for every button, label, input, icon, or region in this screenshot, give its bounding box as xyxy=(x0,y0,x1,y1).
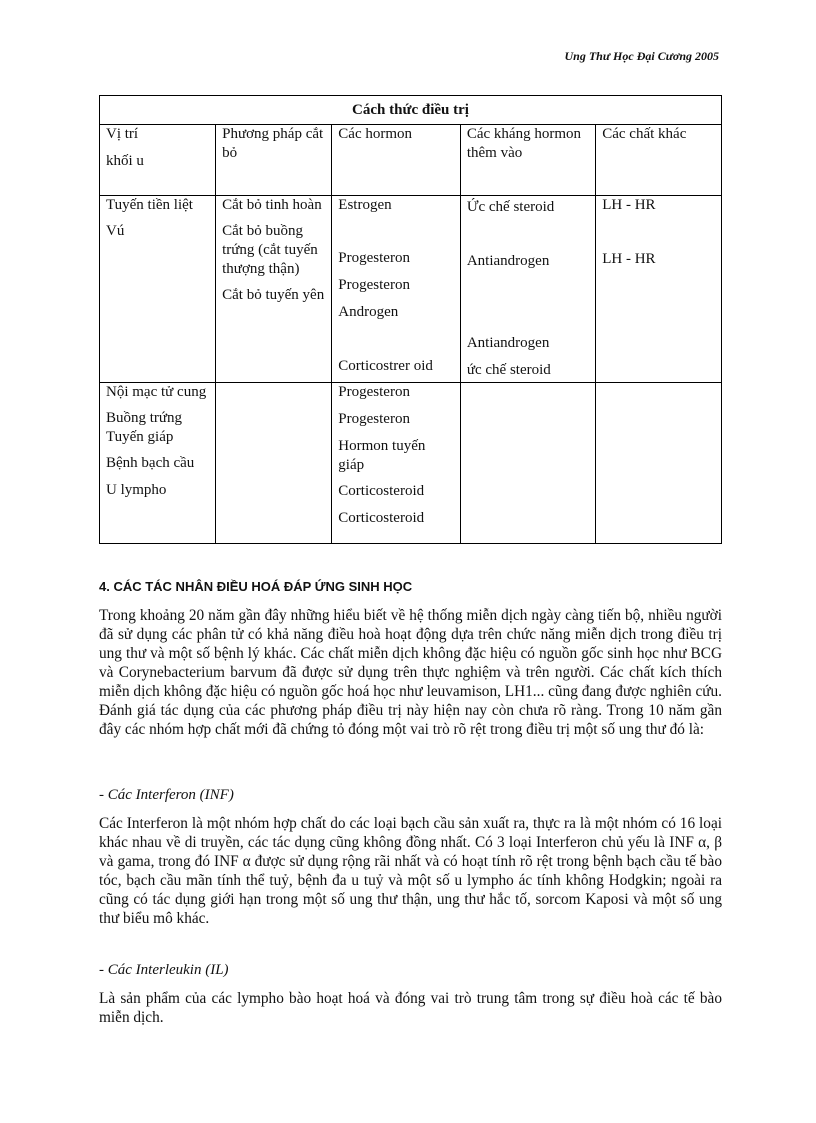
cell-site xyxy=(100,196,216,383)
hormone-item: Corticosteroid xyxy=(338,510,425,526)
header-others: Các chất khác xyxy=(596,125,722,196)
cell-removal-empty xyxy=(216,383,332,544)
cell-hormones xyxy=(332,383,461,544)
header-site xyxy=(100,125,216,196)
cell-others xyxy=(596,196,722,383)
site-item: U lympho xyxy=(106,482,167,498)
antihormone-item: Antiandrogen xyxy=(466,335,550,351)
treatment-table xyxy=(99,95,722,544)
hormone-item: Progesteron xyxy=(338,384,410,400)
other-item: LH - HR xyxy=(602,251,656,267)
hormone-item: Corticostrer oid xyxy=(338,358,433,374)
antihormone-item: ức chế steroid xyxy=(466,362,551,378)
cell-antihormones-empty xyxy=(460,383,595,544)
cell-site xyxy=(100,383,216,544)
table-row xyxy=(100,383,722,544)
hormone-item: Hormon tuyến giáp xyxy=(338,438,426,473)
paragraph-intro: Trong khoảng 20 năm gần đây những hiểu biết về hệ thống miễn dịch ngày càng tiến bộ, nhiều người đã sử dụng các phân tử có khả năng điều hoà hoạt động dựa trên chức năng miễn dịch trong điều trị ung thư và một số bệnh lý khác. Các chất miễn dịch không đặc hiệu có nguồn gốc sinh học như BCG và Corynebacterium barvum đã được sử dụng trên thực nghiệm và trên người. Các chất kích thích miễn dịch không đặc hiệu có nguồn gốc hoá học như leuvamison, LH1... cũng đang được nghiên cứu. Đánh giá tác dụng của các phương pháp điều trị này hiện nay còn chưa rõ ràng. Trong 10 năm gần đây các nhóm hợp chất mới đã chứng tỏ đóng một vai trò rõ rệt trong điều trị một số ung thư đó là: xyxy=(99,607,722,738)
paragraph-interleukin: Là sản phẩm của các lympho bào hoạt hoá và đóng vai trò trung tâm trong sự điều hoà các tế bào miễn dịch. xyxy=(99,990,722,1026)
hormone-item: Estrogen xyxy=(338,197,392,213)
table-header-row xyxy=(100,125,722,196)
table-row xyxy=(100,196,722,383)
removal-item: Cắt bỏ tinh hoàn xyxy=(222,197,322,213)
header-antihormones: Các kháng hormon thêm vào xyxy=(460,125,595,196)
hormone-item: Progesteron xyxy=(338,411,410,427)
other-item: LH - HR xyxy=(602,197,656,213)
subheading-interferon: - Các Interferon (INF) xyxy=(99,787,234,803)
removal-item: Cắt bỏ tuyến yên xyxy=(222,287,325,303)
hormone-item: Progesteron xyxy=(338,277,410,293)
site-item: Nội mạc tử cung xyxy=(106,384,207,400)
hormone-item: Progesteron xyxy=(338,250,410,266)
section-heading: 4. CÁC TÁC NHÂN ĐIỀU HOÁ ĐÁP ỨNG SINH HỌC xyxy=(99,579,413,594)
antihormone-item: Ức chế steroid xyxy=(466,199,555,215)
cell-antihormones xyxy=(460,196,595,383)
site-prostate: Tuyến tiền liệt xyxy=(106,197,193,213)
site-item: Buồng trứng Tuyến giáp xyxy=(106,410,183,445)
removal-item: Cắt bỏ buồng trứng (cắt tuyến thượng thận) xyxy=(222,223,318,277)
header-site-line2: khối u xyxy=(106,153,144,169)
header-hormones: Các hormon xyxy=(332,125,461,196)
cell-hormones xyxy=(332,196,461,383)
subheading-interleukin: - Các Interleukin (IL) xyxy=(99,962,229,978)
paragraph-interferon: Các Interferon là một nhóm hợp chất do các loại bạch cầu sản xuất ra, thực ra là một nhóm có 16 loại khác nhau về di truyền, các tác dụng cũng không đồng nhất. Có 3 loại Interferon chủ yếu là INF α, β và gama, trong đó INF α được sử dụng rộng rãi nhất và có hoạt tính rõ rệt trong bệnh bạch cầu tế bào tóc, bạch cầu mãn tính thể tuỷ, bệnh đa u tuỷ và một số u lympho ác tính không Hodgkin; ngoài ra cũng có tác dụng giới hạn trong một số ung thư thận, ung thư hắc tố, sorcom Kaposi và một số ung thư biểu mô khác. xyxy=(99,815,722,927)
header-removal: Phương pháp cắt bỏ xyxy=(216,125,332,196)
hormone-item: Corticosteroid xyxy=(338,483,425,499)
running-header: Ung Thư Học Đại Cương 2005 xyxy=(564,49,719,63)
cell-removal xyxy=(216,196,332,383)
site-breast: Vú xyxy=(106,223,125,239)
site-item: Bệnh bạch cầu xyxy=(106,455,195,471)
hormone-item: Androgen xyxy=(338,304,399,320)
antihormone-item: Antiandrogen xyxy=(466,253,550,269)
header-site-line1: Vị trí xyxy=(106,126,139,142)
table-title: Cách thức điều trị xyxy=(100,96,722,125)
cell-others-empty xyxy=(596,383,722,544)
